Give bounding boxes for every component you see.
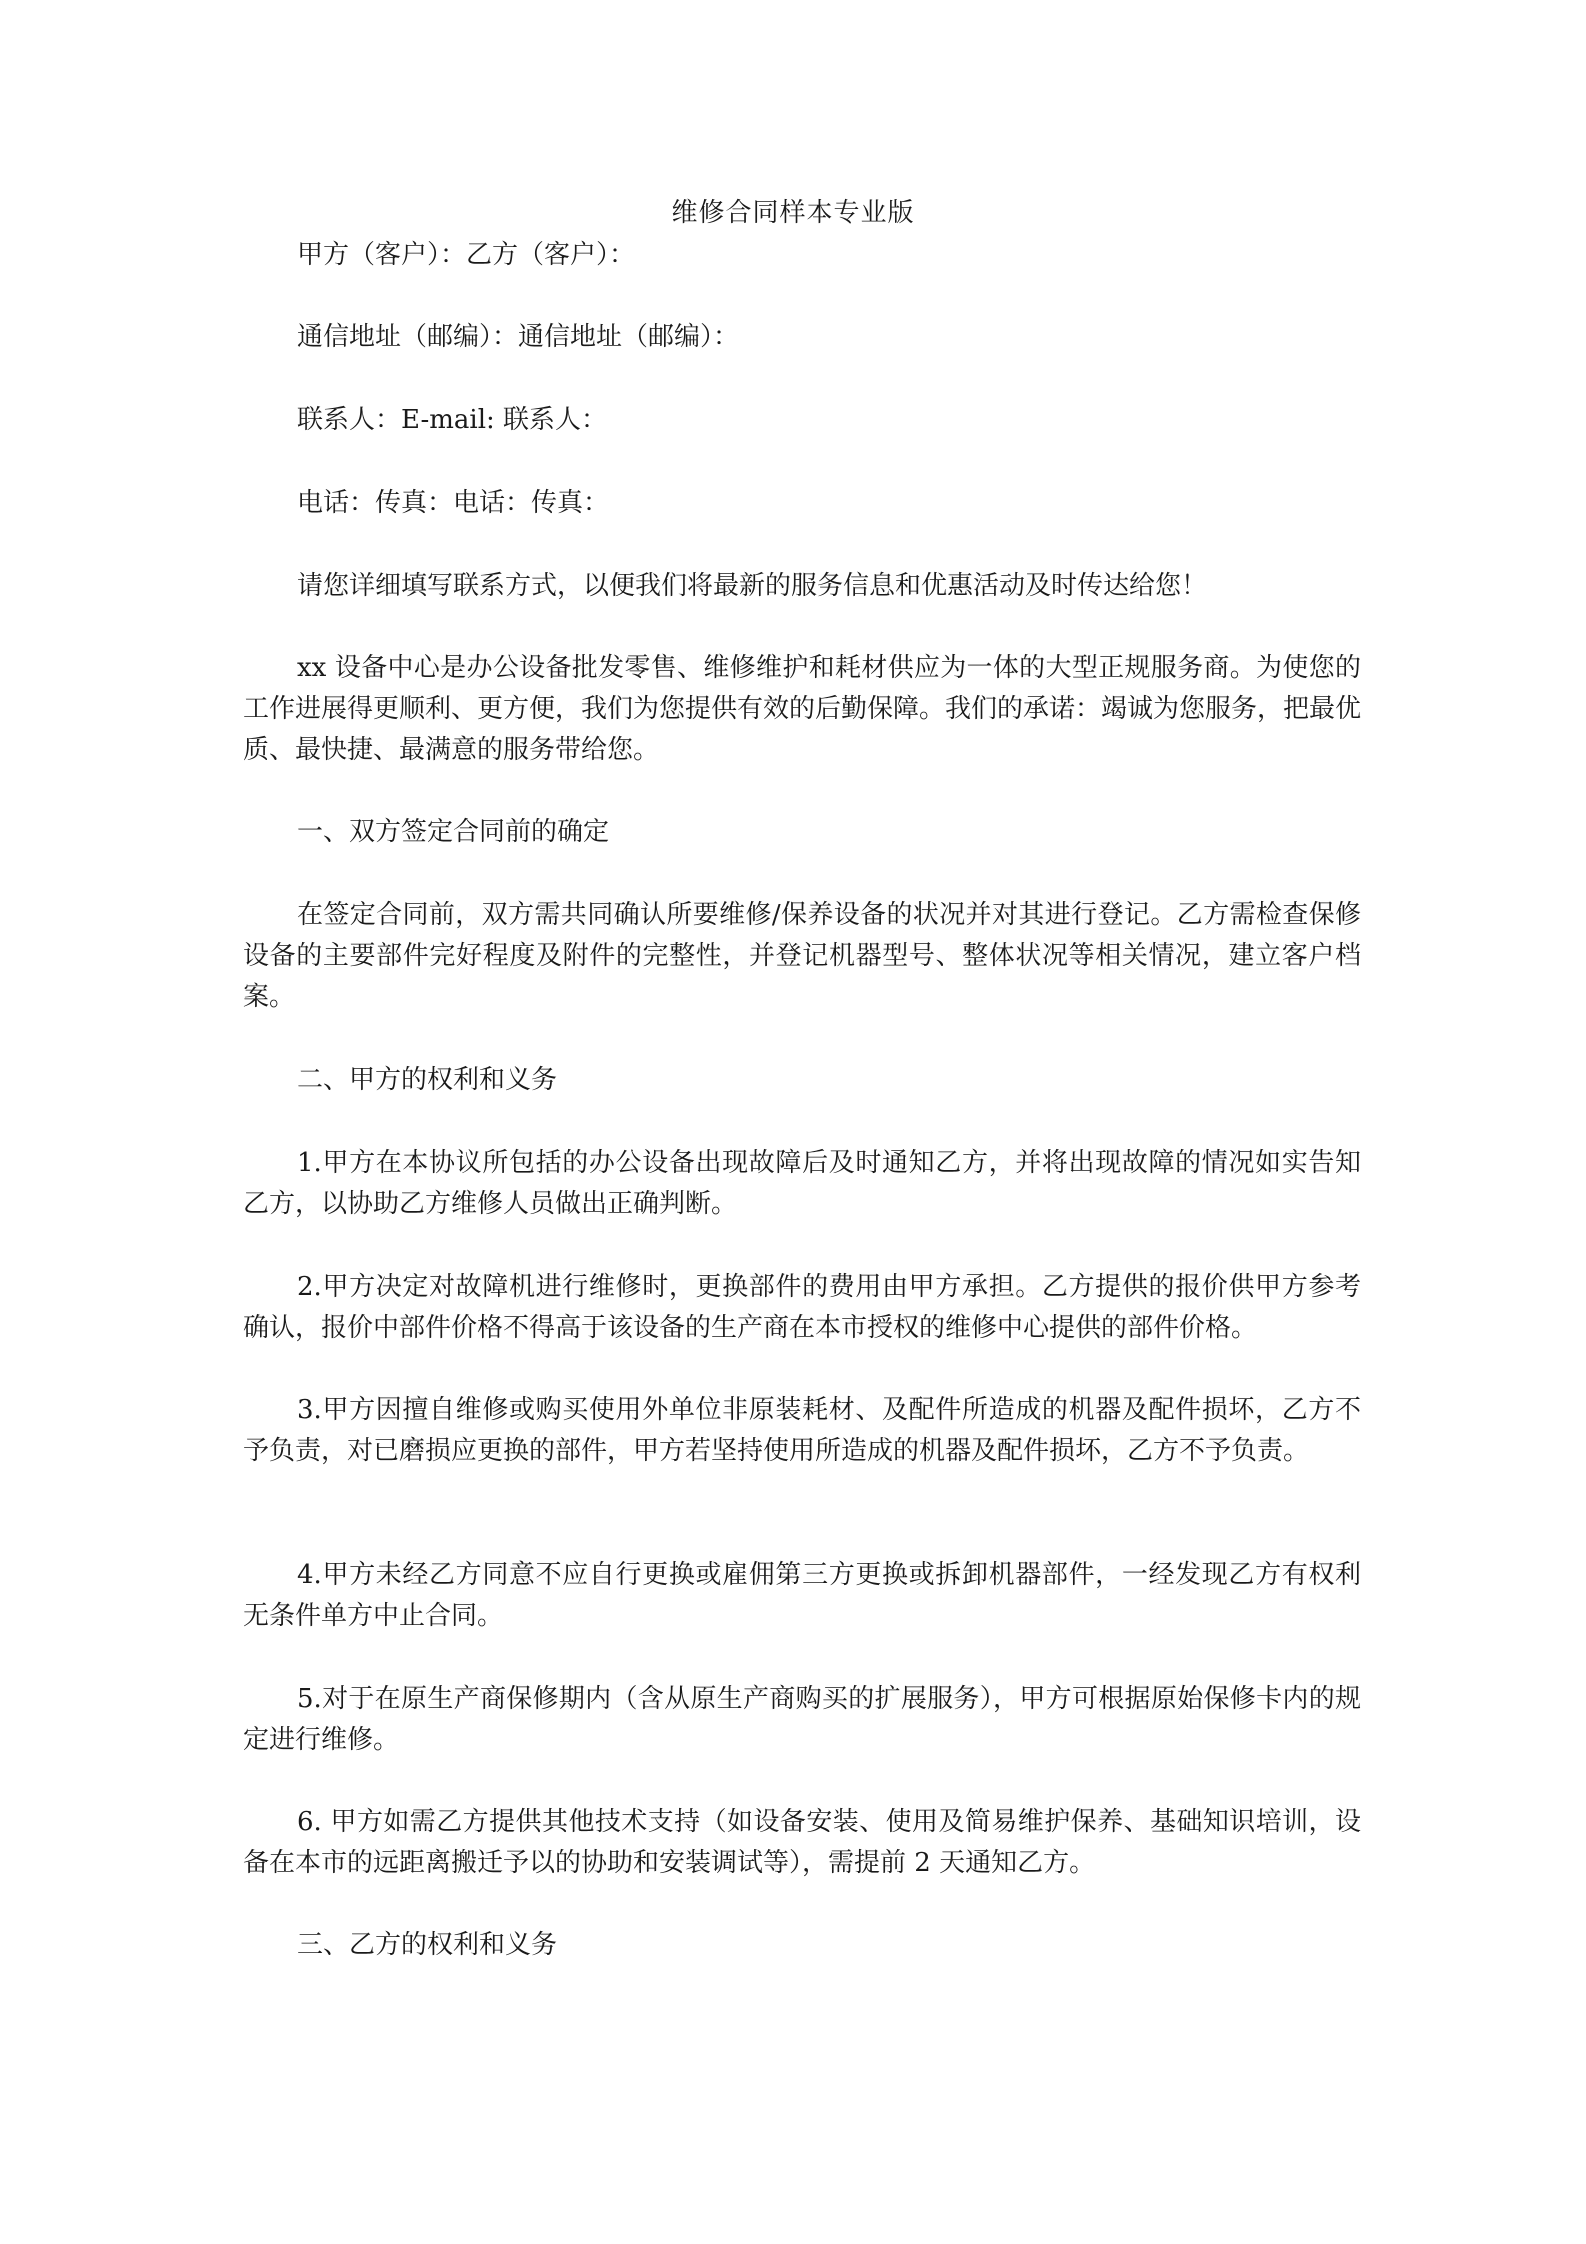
document-title: 维修合同样本专业版	[671, 198, 915, 228]
section-1-heading: 一、双方签定合同前的确定	[297, 817, 610, 847]
section-2-item-3: 3.甲方因擅自维修或购买使用外单位非原装耗材、及配件所造成的机器及配件损坏，乙方不予负责，对已磨损应更换的部件，甲方若坚持使用所造成的机器及配件损坏，乙方不予负责。	[243, 1395, 1361, 1466]
contact-line: 联系人：E-mail: 联系人：	[297, 405, 608, 435]
phone-fax-line: 电话：传真：电话：传真：	[297, 488, 610, 518]
section-2-heading: 二、甲方的权利和义务	[297, 1065, 558, 1095]
intro-paragraph: xx 设备中心是办公设备批发零售、维修维护和耗材供应为一体的大型正规服务商。为使您的工作进展得更顺利、更方便，我们为您提供有效的后勤保障。我们的承诺：竭诚为您服务，把最优质、最快捷、最满意的服务带给您。	[243, 653, 1362, 765]
section-2-item-2: 2.甲方决定对故障机进行维修时，更换部件的费用由甲方承担。乙方提供的报价供甲方参考确认，报价中部件价格不得高于该设备的生产商在本市授权的维修中心提供的部件价格。	[243, 1272, 1361, 1343]
section-2-item-4: 4.甲方未经乙方同意不应自行更换或雇佣第三方更换或拆卸机器部件，一经发现乙方有权利无条件单方中止合同。	[243, 1560, 1361, 1631]
fill-in-notice: 请您详细填写联系方式，以便我们将最新的服务信息和优惠活动及时传达给您！	[297, 571, 1208, 601]
section-2-item-6: 6. 甲方如需乙方提供其他技术支持（如设备安装、使用及简易维护保养、基础知识培训，设备在本市的远距离搬迁予以的协助和安装调试等），需提前 2 天通知乙方。	[243, 1807, 1361, 1878]
section-2-item-5: 5.对于在原生产商保修期内（含从原生产商购买的扩展服务），甲方可根据原始保修卡内的规定进行维修。	[243, 1684, 1361, 1755]
section-1-body: 在签定合同前，双方需共同确认所要维修/保养设备的状况并对其进行登记。乙方需检查保修设备的主要部件完好程度及附件的完整性，并登记机器型号、整体状况等相关情况，建立客户档案。	[243, 900, 1361, 1012]
address-line: 通信地址（邮编）：通信地址（邮编）：	[297, 322, 740, 352]
section-3-heading: 三、乙方的权利和义务	[297, 1930, 558, 1960]
party-line: 甲方（客户）：乙方（客户）：	[297, 240, 636, 270]
section-2-item-1: 1.甲方在本协议所包括的办公设备出现故障后及时通知乙方，并将出现故障的情况如实告知乙方，以协助乙方维修人员做出正确判断。	[243, 1148, 1361, 1219]
